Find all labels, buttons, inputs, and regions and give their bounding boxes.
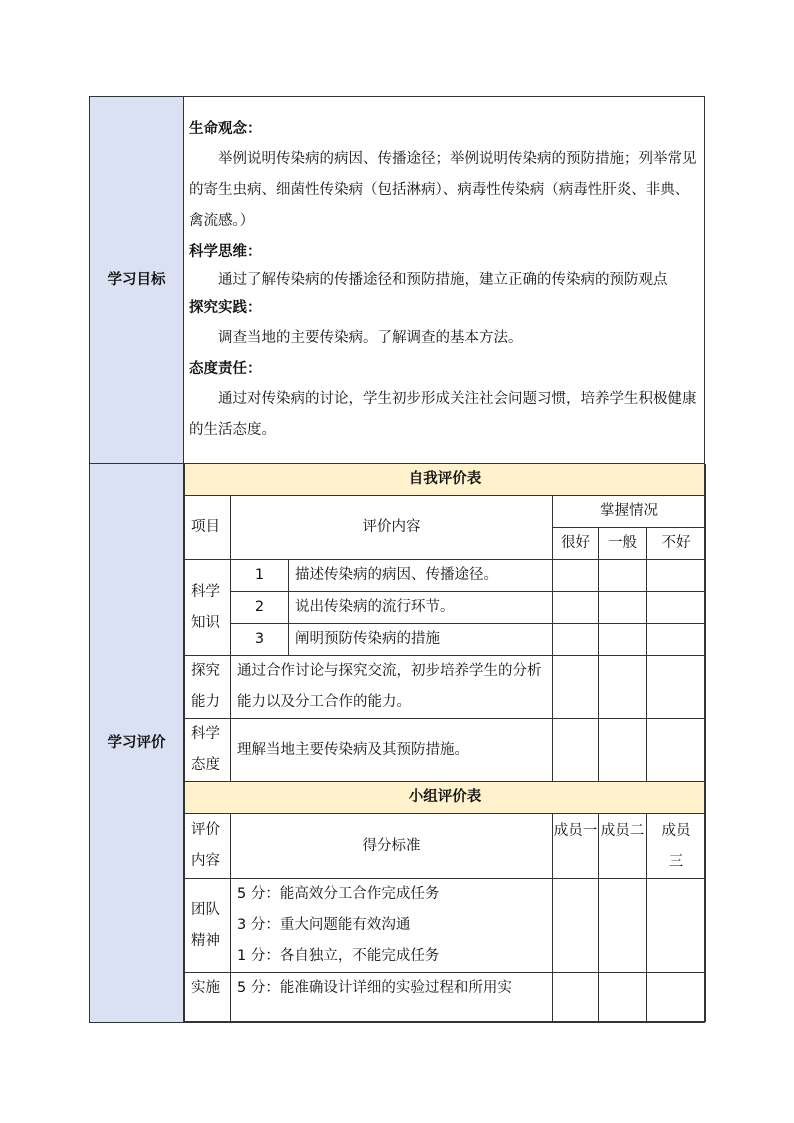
evaluation-table [184,464,706,1022]
knowledge-no: 3 [231,624,289,656]
rating-cell[interactable] [647,656,706,719]
knowledge-item: 阐明预防传染病的措施 [289,624,553,656]
objective-text: 通过对传染病的讨论，学生初步形成关注社会问题习惯，培养学生积极健康的生活态度。 [189,391,697,438]
score-cell[interactable] [599,973,647,1022]
inquiry-label: 探究能力 [185,656,231,719]
rating-cell[interactable] [647,719,706,782]
objective-heading: 探究实践： [189,300,262,316]
group-eval-title: 小组评价表 [185,782,706,814]
objective-heading: 生命观念： [189,121,262,137]
objective-heading: 科学思维： [189,244,262,260]
objective-text: 举例说明传染病的病因、传播途径；举例说明传染病的预防措施；列举常见的寄生虫病、细菌性传染病（包括淋病）、病毒性传染病（病毒性肝炎、非典、禽流感。） [189,151,697,229]
objective-text: 调查当地的主要传染病。了解调查的基本方法。 [218,330,523,346]
evaluation-label: 学习评价 [90,464,184,1023]
rating-cell[interactable] [647,624,706,656]
objective-text: 通过了解传染病的传播途径和预防措施，建立正确的传染病的预防观点 [218,272,668,288]
score-cell[interactable] [647,973,706,1022]
rating-cell[interactable] [553,560,599,592]
member-three-header: 成员三 [647,814,706,879]
level-average: 一般 [599,528,647,560]
rating-cell[interactable] [599,624,647,656]
rating-cell[interactable] [647,560,706,592]
inquiry-text: 通过合作讨论与探究交流，初步培养学生的分析能力以及分工合作的能力。 [231,656,553,719]
rating-cell[interactable] [599,592,647,624]
team-standards [231,879,553,973]
member-two-header: 成员二 [599,814,647,879]
impl-label: 实施 [185,973,231,1022]
level-very-good: 很好 [553,528,599,560]
knowledge-item: 描述传染病的病因、传播途径。 [289,560,553,592]
team-standard-line: 3 分：重大问题能有效沟通 [237,917,411,933]
col-item-header: 项目 [185,496,231,560]
knowledge-item: 说出传染病的流行环节。 [289,592,553,624]
rating-cell[interactable] [553,719,599,782]
knowledge-label: 科学知识 [185,560,231,656]
objectives-content [184,110,704,450]
attitude-text: 理解当地主要传染病及其预防措施。 [231,719,553,782]
lesson-table [89,96,705,1023]
member-one-header: 成员一 [553,814,599,879]
lesson-plan-sheet [89,96,704,1023]
score-cell[interactable] [553,973,599,1022]
rating-cell[interactable] [599,560,647,592]
group-col-standard: 得分标准 [231,814,553,879]
rating-cell[interactable] [553,624,599,656]
knowledge-no: 2 [231,592,289,624]
score-cell[interactable] [553,879,599,973]
team-standard-line: 1 分：各自独立，不能完成任务 [237,948,440,964]
rating-cell[interactable] [599,719,647,782]
attitude-label: 科学态度 [185,719,231,782]
impl-standard-line: 5 分：能准确设计详细的实验过程和所用实 [231,973,553,1022]
objectives-label: 学习目标 [90,97,184,464]
rating-cell[interactable] [599,656,647,719]
rating-cell[interactable] [553,592,599,624]
team-label: 团队精神 [185,879,231,973]
objective-heading: 态度责任： [189,361,262,377]
col-content-header: 评价内容 [231,496,553,560]
score-cell[interactable] [647,879,706,973]
level-poor: 不好 [647,528,706,560]
knowledge-no: 1 [231,560,289,592]
rating-cell[interactable] [553,656,599,719]
col-mastery-header: 掌握情况 [553,496,706,528]
team-standard-line: 5 分：能高效分工合作完成任务 [237,886,440,902]
group-col-content: 评价内容 [185,814,231,879]
self-eval-title: 自我评价表 [185,464,706,496]
rating-cell[interactable] [647,592,706,624]
score-cell[interactable] [599,879,647,973]
